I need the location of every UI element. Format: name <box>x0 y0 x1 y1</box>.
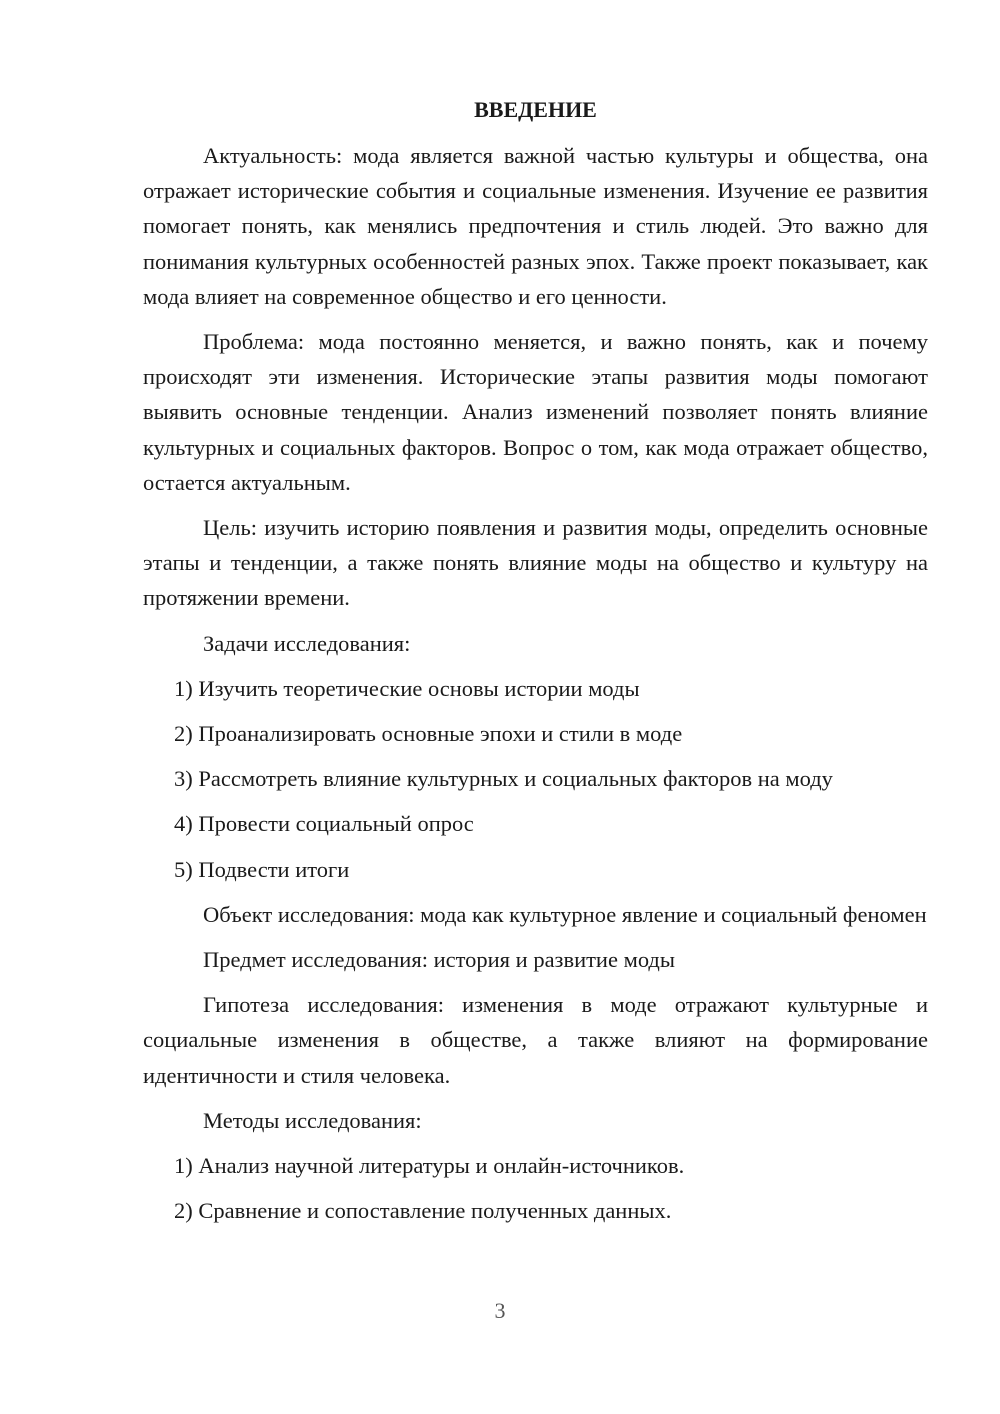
task-item: 1) Изучить теоретические основы истории моды <box>174 675 640 701</box>
hypothesis-paragraph: Гипотеза исследования: изменения в моде отражают культурные и социальные изменения в обществе, а также влияют на формирование идентичности и стиля человека. <box>143 992 928 1088</box>
goal-paragraph: Цель: изучить историю появления и развития моды, определить основные этапы и тенденции, а также понять влияние моды на общество и культуру на протяжении времени. <box>143 515 928 611</box>
task-item: 3) Рассмотреть влияние культурных и социальных факторов на моду <box>174 766 833 792</box>
method-item: 2) Сравнение и сопоставление полученных данных. <box>174 1198 672 1224</box>
object-paragraph: Объект исследования: мода как культурное явление и социальный феномен <box>203 901 927 927</box>
methods-list <box>143 1148 928 1228</box>
section-heading: ВВЕДЕНИЕ <box>474 97 597 122</box>
tasks-list <box>143 671 928 887</box>
method-item: 1) Анализ научной литературы и онлайн-источников. <box>174 1153 685 1179</box>
problem-paragraph: Проблема: мода постоянно меняется, и важно понять, как и почему происходят эти изменения. Исторические этапы развития моды помогают выявить основные тенденции. Анализ изменений позволяет понять влияние культурных и социальных факторов. Вопрос о том, как мода отражает общество, остается актуальным. <box>143 329 928 495</box>
task-item: 4) Провести социальный опрос <box>174 811 474 837</box>
task-item: 2) Проанализировать основные эпохи и стили в моде <box>174 721 683 747</box>
relevance-paragraph: Актуальность: мода является важной частью культуры и общества, она отражает исторические события и социальные изменения. Изучение ее развития помогает понять, как менялись предпочтения и стиль людей. Это важно для понимания культурных особенностей разных эпох. Также проект показывает, как мода влияет на современное общество и его ценности. <box>143 143 928 309</box>
document-page <box>143 95 928 1238</box>
page-number: 3 <box>494 1298 506 1323</box>
task-item: 5) Подвести итоги <box>174 856 350 882</box>
tasks-label: Задачи исследования: <box>203 630 411 656</box>
methods-label: Методы исследования: <box>203 1107 422 1133</box>
subject-paragraph: Предмет исследования: история и развитие моды <box>203 947 675 973</box>
